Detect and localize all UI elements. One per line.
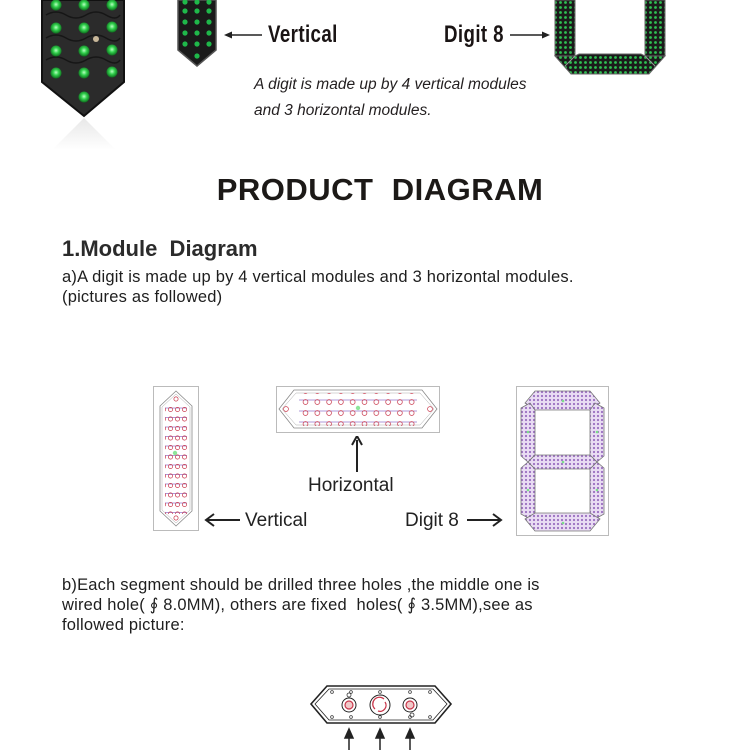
diagram-hole-segment	[308, 682, 454, 750]
diagram-horizontal-label: Horizontal	[308, 475, 394, 496]
top-caption-line2: and 3 horizontal modules.	[254, 102, 432, 119]
photo-digit-8	[553, 0, 667, 78]
arrow-right-icon	[510, 30, 550, 40]
diagram-digit-8	[516, 386, 609, 536]
section-heading: 1.Module Diagram	[62, 236, 258, 261]
top-caption-line1: A digit is made up by 4 vertical modules	[254, 76, 527, 93]
diagram-digit-label: Digit 8	[405, 510, 459, 531]
diagram-vertical-label: Vertical	[245, 510, 308, 531]
para-b-line1: b)Each segment should be drilled three holes ,the middle one is	[62, 576, 540, 594]
arrow-left-icon	[204, 513, 240, 527]
page-title: PRODUCT DIAGRAM	[216, 172, 544, 207]
para-a-line1: a)A digit is made up by 4 vertical modules and 3 horizontal modules.	[62, 268, 574, 286]
para-a-line2: (pictures as followed)	[62, 288, 223, 306]
arrow-right-icon	[467, 513, 503, 527]
diagram-horizontal-module	[276, 386, 440, 433]
para-b-line2: wired hole( ∮ 8.0MM), others are fixed holes( ∮ 3.5MM),see as	[62, 596, 533, 614]
arrow-up-icon	[351, 436, 363, 472]
para-b-line3: followed picture:	[62, 616, 185, 634]
top-vertical-label: Vertical	[268, 21, 338, 48]
top-digit-label: Digit 8	[444, 21, 504, 48]
arrow-left-icon	[224, 30, 264, 40]
photo-vertical-module-large	[38, 0, 128, 150]
photo-vertical-module-small	[177, 0, 217, 68]
diagram-vertical-module	[153, 386, 199, 531]
